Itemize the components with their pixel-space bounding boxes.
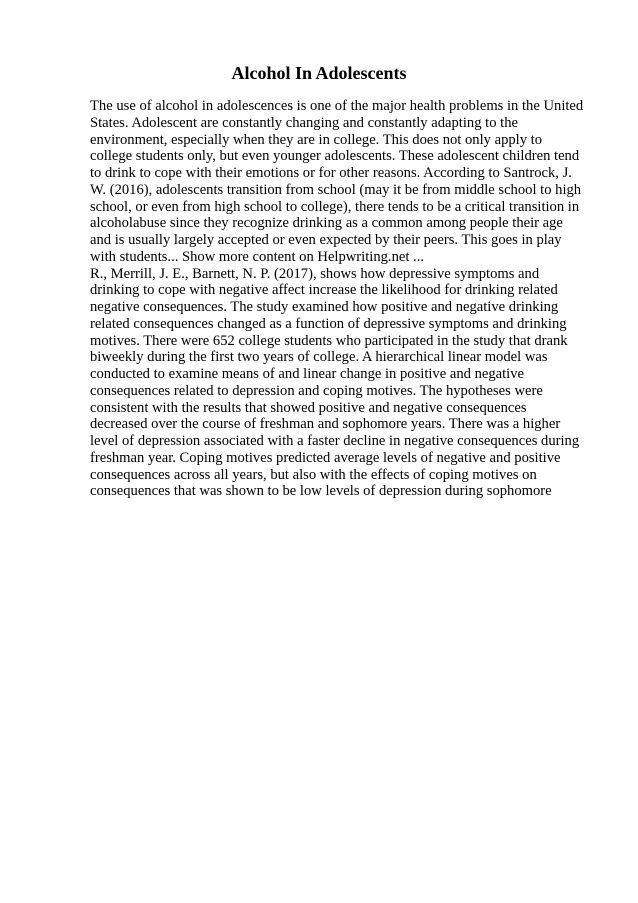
- body-line: negative consequences. The study examined how positive and negative drinking: [90, 299, 559, 315]
- body-line: drinking to cope with negative affect increase the likelihood for drinking related: [90, 282, 558, 299]
- body-line: school, or even from high school to college), there tends to be a critical transition in: [90, 198, 580, 215]
- body-line: motives. There were 652 college students who participated in the study that drank: [90, 332, 568, 349]
- body-line: alcoholabuse since they recognize drinking as a common among people their age: [90, 215, 563, 232]
- document-body: [90, 98, 583, 500]
- body-line: consistent with the results that showed positive and negative consequences: [90, 399, 527, 416]
- body-line: W. (2016), adolescents transition from school (may it be from middle school to high: [90, 181, 582, 198]
- body-line: consequences that was shown to be low levels of depression during sophomore: [90, 483, 552, 500]
- body-line: consequences across all years, but also with the effects of coping motives on: [90, 466, 537, 483]
- body-line: with students... Show more content on Helpwriting.net ...: [90, 248, 424, 265]
- body-line: States. Adolescent are constantly changing and constantly adapting to the: [90, 114, 518, 131]
- body-line: biweekly during the first two years of college. A hierarchical linear model was: [90, 349, 548, 366]
- body-line: The use of alcohol in adolescences is one of the major health problems in the United: [90, 98, 584, 114]
- body-line: to drink to cope with their emotions or for other reasons. According to Santrock, J.: [90, 165, 572, 181]
- body-line: R., Merrill, J. E., Barnett, N. P. (2017), shows how depressive symptoms and: [90, 265, 540, 282]
- body-line: decreased over the course of freshman and sophomore years. There was a higher: [90, 416, 561, 433]
- document-title: Alcohol In Adolescents: [231, 63, 407, 83]
- body-line: freshman year. Coping motives predicted average levels of negative and positive: [90, 449, 561, 466]
- body-line: consequences related to depression and coping motives. The hypotheses were: [90, 382, 543, 399]
- body-line: college students only, but even younger adolescents. These adolescent children tend: [90, 148, 580, 165]
- body-line: conducted to examine means of and linear change in positive and negative: [90, 366, 525, 382]
- body-line: environment, especially when they are in college. This does not only apply to: [90, 131, 543, 148]
- body-line: and is usually largely accepted or even expected by their peers. This goes in play: [90, 232, 562, 248]
- body-line: level of depression associated with a faster decline in negative consequences during: [90, 433, 580, 449]
- body-line: related consequences changed as a function of depressive symptoms and drinking: [90, 315, 567, 332]
